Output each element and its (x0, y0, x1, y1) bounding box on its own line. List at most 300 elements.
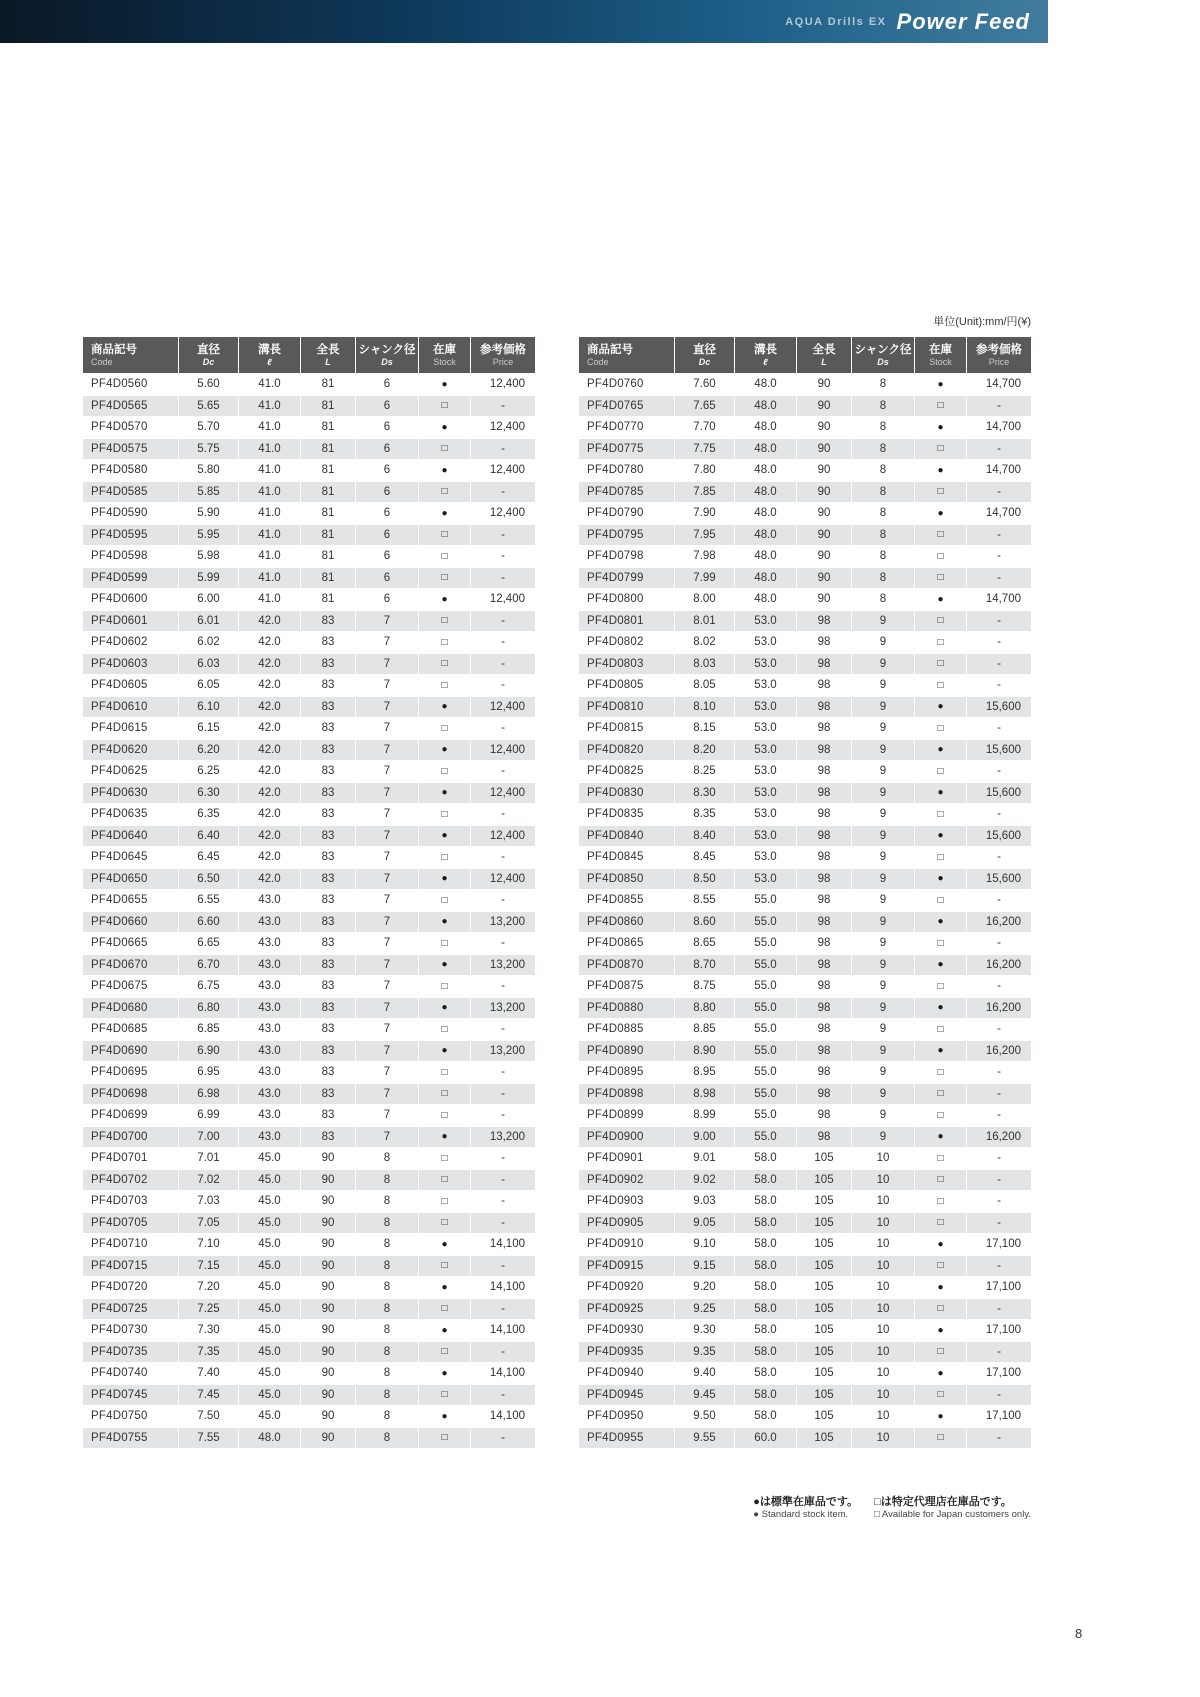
stock-cell: □ (915, 632, 967, 654)
code-cell: PF4D0795 (579, 524, 675, 546)
price-cell: 14,700 (967, 503, 1032, 525)
dc-cell: 9.02 (675, 1169, 735, 1191)
price-cell: - (967, 718, 1032, 740)
stock-cell: ● (419, 1406, 471, 1428)
stock-cell: ● (419, 1126, 471, 1148)
table-row (579, 1277, 1032, 1299)
stock-cell: ● (915, 374, 967, 396)
dc-cell: 5.95 (179, 524, 239, 546)
overall-length-cell: 98 (797, 653, 852, 675)
overall-length-cell: 90 (301, 1255, 356, 1277)
price-cell: - (967, 847, 1032, 869)
shank-dia-cell: 7 (356, 610, 419, 632)
price-cell: 16,200 (967, 997, 1032, 1019)
code-cell: PF4D0755 (83, 1427, 179, 1449)
table-row (83, 782, 536, 804)
price-cell: - (967, 610, 1032, 632)
flute-length-cell: 53.0 (735, 675, 797, 697)
code-cell: PF4D0603 (83, 653, 179, 675)
price-cell: - (967, 976, 1032, 998)
code-cell: PF4D0815 (579, 718, 675, 740)
stock-cell: □ (915, 610, 967, 632)
dc-cell: 8.35 (675, 804, 735, 826)
price-cell: 16,200 (967, 954, 1032, 976)
overall-length-cell: 90 (797, 503, 852, 525)
flute-length-cell: 48.0 (735, 546, 797, 568)
price-cell: - (967, 1148, 1032, 1170)
overall-length-cell: 83 (301, 718, 356, 740)
overall-length-cell: 83 (301, 1040, 356, 1062)
column-header-dc: 直径 Dc (179, 337, 239, 374)
code-cell: PF4D0799 (579, 567, 675, 589)
price-cell: 12,400 (471, 417, 536, 439)
flute-length-cell: 58.0 (735, 1148, 797, 1170)
price-cell: 17,100 (967, 1277, 1032, 1299)
shank-dia-cell: 6 (356, 460, 419, 482)
shank-dia-cell: 10 (852, 1234, 915, 1256)
price-cell: - (471, 438, 536, 460)
table-row (83, 804, 536, 826)
dc-cell: 7.35 (179, 1341, 239, 1363)
shank-dia-cell: 9 (852, 997, 915, 1019)
code-cell: PF4D0700 (83, 1126, 179, 1148)
dc-cell: 5.80 (179, 460, 239, 482)
column-header-dc: 直径 Dc (675, 337, 735, 374)
flute-length-cell: 58.0 (735, 1277, 797, 1299)
stock-cell: ● (419, 1277, 471, 1299)
code-cell: PF4D0580 (83, 460, 179, 482)
code-cell: PF4D0895 (579, 1062, 675, 1084)
dc-cell: 6.02 (179, 632, 239, 654)
table-row (83, 1277, 536, 1299)
overall-length-cell: 105 (797, 1427, 852, 1449)
flute-length-cell: 41.0 (239, 546, 301, 568)
table-row (83, 1212, 536, 1234)
price-cell: - (471, 1019, 536, 1041)
flute-length-cell: 42.0 (239, 653, 301, 675)
overall-length-cell: 98 (797, 1019, 852, 1041)
stock-cell: □ (915, 804, 967, 826)
code-cell: PF4D0875 (579, 976, 675, 998)
shank-dia-cell: 7 (356, 1126, 419, 1148)
shank-dia-cell: 10 (852, 1298, 915, 1320)
dc-cell: 5.98 (179, 546, 239, 568)
dc-cell: 9.01 (675, 1148, 735, 1170)
shank-dia-cell: 8 (356, 1427, 419, 1449)
price-cell: 12,400 (471, 739, 536, 761)
overall-length-cell: 81 (301, 395, 356, 417)
flute-length-cell: 53.0 (735, 825, 797, 847)
flute-length-cell: 55.0 (735, 911, 797, 933)
flute-length-cell: 41.0 (239, 589, 301, 611)
shank-dia-cell: 8 (852, 460, 915, 482)
code-cell: PF4D0800 (579, 589, 675, 611)
code-cell: PF4D0835 (579, 804, 675, 826)
code-cell: PF4D0690 (83, 1040, 179, 1062)
stock-cell: □ (419, 524, 471, 546)
dc-cell: 8.40 (675, 825, 735, 847)
code-cell: PF4D0610 (83, 696, 179, 718)
table-row (83, 911, 536, 933)
shank-dia-cell: 10 (852, 1427, 915, 1449)
price-cell: 17,100 (967, 1406, 1032, 1428)
table-row (579, 1040, 1032, 1062)
stock-cell: □ (915, 524, 967, 546)
dc-cell: 7.75 (675, 438, 735, 460)
table-row (579, 1384, 1032, 1406)
price-cell: - (967, 890, 1032, 912)
table-row (83, 997, 536, 1019)
code-cell: PF4D0770 (579, 417, 675, 439)
table-row (83, 1169, 536, 1191)
price-cell: 12,400 (471, 696, 536, 718)
price-cell: - (967, 524, 1032, 546)
code-cell: PF4D0565 (83, 395, 179, 417)
stock-cell: □ (915, 761, 967, 783)
code-cell: PF4D0615 (83, 718, 179, 740)
stock-cell: □ (915, 718, 967, 740)
flute-length-cell: 55.0 (735, 954, 797, 976)
dc-cell: 7.02 (179, 1169, 239, 1191)
flute-length-cell: 43.0 (239, 911, 301, 933)
shank-dia-cell: 7 (356, 675, 419, 697)
flute-length-cell: 43.0 (239, 1019, 301, 1041)
stock-cell: □ (915, 653, 967, 675)
dc-cell: 9.03 (675, 1191, 735, 1213)
shank-dia-cell: 9 (852, 1105, 915, 1127)
price-cell: 12,400 (471, 503, 536, 525)
table-row (83, 868, 536, 890)
overall-length-cell: 105 (797, 1363, 852, 1385)
stock-cell: ● (419, 696, 471, 718)
price-cell: - (967, 1019, 1032, 1041)
table-row (83, 395, 536, 417)
dc-cell: 7.85 (675, 481, 735, 503)
code-cell: PF4D0930 (579, 1320, 675, 1342)
price-cell: - (471, 804, 536, 826)
table-row (579, 417, 1032, 439)
overall-length-cell: 81 (301, 481, 356, 503)
overall-length-cell: 90 (301, 1191, 356, 1213)
overall-length-cell: 83 (301, 976, 356, 998)
stock-cell: □ (915, 1191, 967, 1213)
table-row (83, 460, 536, 482)
price-cell: - (967, 567, 1032, 589)
shank-dia-cell: 8 (356, 1255, 419, 1277)
stock-cell: ● (419, 589, 471, 611)
dc-cell: 9.35 (675, 1341, 735, 1363)
flute-length-cell: 48.0 (735, 438, 797, 460)
table-row (579, 718, 1032, 740)
dc-cell: 8.90 (675, 1040, 735, 1062)
price-cell: - (471, 610, 536, 632)
stock-cell: □ (419, 438, 471, 460)
shank-dia-cell: 7 (356, 997, 419, 1019)
overall-length-cell: 81 (301, 546, 356, 568)
table-row (579, 868, 1032, 890)
stock-cell: □ (915, 847, 967, 869)
shank-dia-cell: 8 (356, 1298, 419, 1320)
flute-length-cell: 45.0 (239, 1191, 301, 1213)
column-header-price: 参考価格 Price (471, 337, 536, 374)
shank-dia-cell: 6 (356, 546, 419, 568)
dc-cell: 6.25 (179, 761, 239, 783)
flute-length-cell: 41.0 (239, 438, 301, 460)
flute-length-cell: 45.0 (239, 1234, 301, 1256)
overall-length-cell: 90 (797, 546, 852, 568)
overall-length-cell: 90 (301, 1341, 356, 1363)
dc-cell: 8.00 (675, 589, 735, 611)
stock-cell: □ (419, 395, 471, 417)
price-cell: - (471, 395, 536, 417)
code-cell: PF4D0803 (579, 653, 675, 675)
flute-length-cell: 53.0 (735, 804, 797, 826)
overall-length-cell: 105 (797, 1384, 852, 1406)
unit-note: 単位(Unit):mm/円(¥) (933, 316, 1031, 328)
price-cell: 17,100 (967, 1363, 1032, 1385)
overall-length-cell: 83 (301, 696, 356, 718)
stock-cell: ● (915, 460, 967, 482)
overall-length-cell: 90 (301, 1363, 356, 1385)
overall-length-cell: 98 (797, 739, 852, 761)
dc-cell: 6.50 (179, 868, 239, 890)
dc-cell: 7.90 (675, 503, 735, 525)
flute-length-cell: 48.0 (735, 395, 797, 417)
stock-cell: □ (419, 933, 471, 955)
shank-dia-cell: 8 (852, 567, 915, 589)
table-row (579, 1212, 1032, 1234)
price-cell: 14,100 (471, 1234, 536, 1256)
legend-en: ● Standard stock item. (753, 1509, 849, 1520)
flute-length-cell: 53.0 (735, 718, 797, 740)
dc-cell: 8.95 (675, 1062, 735, 1084)
dc-cell: 8.50 (675, 868, 735, 890)
stock-cell: □ (419, 1212, 471, 1234)
overall-length-cell: 90 (301, 1212, 356, 1234)
dc-cell: 8.45 (675, 847, 735, 869)
stock-cell: ● (915, 503, 967, 525)
flute-length-cell: 43.0 (239, 1083, 301, 1105)
overall-length-cell: 98 (797, 911, 852, 933)
overall-length-cell: 90 (301, 1234, 356, 1256)
table-row (579, 1191, 1032, 1213)
price-cell: - (471, 1298, 536, 1320)
stock-cell: □ (419, 1427, 471, 1449)
price-cell: - (471, 847, 536, 869)
column-header-code: 商品記号 Code (83, 337, 179, 374)
code-cell: PF4D0870 (579, 954, 675, 976)
stock-cell: □ (915, 1148, 967, 1170)
overall-length-cell: 90 (797, 374, 852, 396)
table-row (83, 1234, 536, 1256)
table-row (83, 1105, 536, 1127)
table-row (579, 589, 1032, 611)
price-cell: - (471, 1083, 536, 1105)
stock-cell: □ (915, 890, 967, 912)
code-cell: PF4D0865 (579, 933, 675, 955)
flute-length-cell: 53.0 (735, 739, 797, 761)
shank-dia-cell: 7 (356, 976, 419, 998)
stock-cell: □ (419, 481, 471, 503)
table-row (83, 1384, 536, 1406)
page-number: 8 (1075, 1626, 1083, 1641)
code-cell: PF4D0825 (579, 761, 675, 783)
stock-cell: □ (419, 610, 471, 632)
shank-dia-cell: 7 (356, 911, 419, 933)
shank-dia-cell: 7 (356, 868, 419, 890)
dc-cell: 8.02 (675, 632, 735, 654)
code-cell: PF4D0598 (83, 546, 179, 568)
price-cell: - (471, 675, 536, 697)
table-row (579, 1234, 1032, 1256)
code-cell: PF4D0595 (83, 524, 179, 546)
stock-cell: □ (419, 1191, 471, 1213)
flute-length-cell: 58.0 (735, 1212, 797, 1234)
overall-length-cell: 105 (797, 1212, 852, 1234)
shank-dia-cell: 8 (356, 1320, 419, 1342)
dc-cell: 5.90 (179, 503, 239, 525)
code-cell: PF4D0650 (83, 868, 179, 890)
shank-dia-cell: 8 (852, 395, 915, 417)
flute-length-cell: 42.0 (239, 610, 301, 632)
dc-cell: 7.55 (179, 1427, 239, 1449)
flute-length-cell: 58.0 (735, 1320, 797, 1342)
flute-length-cell: 55.0 (735, 933, 797, 955)
table-row (83, 1019, 536, 1041)
table-row (579, 1083, 1032, 1105)
table-row (579, 567, 1032, 589)
code-cell: PF4D0735 (83, 1341, 179, 1363)
overall-length-cell: 83 (301, 1019, 356, 1041)
flute-length-cell: 42.0 (239, 761, 301, 783)
dc-cell: 8.60 (675, 911, 735, 933)
table-row (83, 933, 536, 955)
flute-length-cell: 48.0 (735, 417, 797, 439)
price-cell: 13,200 (471, 954, 536, 976)
stock-cell: ● (915, 1234, 967, 1256)
table-row (579, 1126, 1032, 1148)
stock-cell: □ (915, 1341, 967, 1363)
code-cell: PF4D0955 (579, 1427, 675, 1449)
flute-length-cell: 43.0 (239, 933, 301, 955)
overall-length-cell: 98 (797, 1083, 852, 1105)
code-cell: PF4D0855 (579, 890, 675, 912)
stock-cell: ● (419, 997, 471, 1019)
code-cell: PF4D0910 (579, 1234, 675, 1256)
overall-length-cell: 83 (301, 632, 356, 654)
overall-length-cell: 105 (797, 1406, 852, 1428)
flute-length-cell: 45.0 (239, 1406, 301, 1428)
overall-length-cell: 105 (797, 1298, 852, 1320)
legend-item (874, 1496, 1031, 1521)
dc-cell: 8.75 (675, 976, 735, 998)
dc-cell: 7.01 (179, 1148, 239, 1170)
stock-cell: □ (915, 1298, 967, 1320)
overall-length-cell: 83 (301, 761, 356, 783)
price-cell: 12,400 (471, 460, 536, 482)
overall-length-cell: 83 (301, 1126, 356, 1148)
flute-length-cell: 43.0 (239, 890, 301, 912)
table-row (579, 1298, 1032, 1320)
price-cell: - (967, 438, 1032, 460)
overall-length-cell: 98 (797, 696, 852, 718)
code-cell: PF4D0899 (579, 1105, 675, 1127)
dc-cell: 8.65 (675, 933, 735, 955)
stock-cell: □ (915, 1427, 967, 1449)
stock-cell: □ (915, 1212, 967, 1234)
shank-dia-cell: 7 (356, 632, 419, 654)
stock-cell: □ (419, 546, 471, 568)
shank-dia-cell: 8 (356, 1406, 419, 1428)
stock-cell: ● (419, 460, 471, 482)
table-row (579, 696, 1032, 718)
code-cell: PF4D0705 (83, 1212, 179, 1234)
dc-cell: 6.00 (179, 589, 239, 611)
price-cell: - (967, 1298, 1032, 1320)
table-row (83, 1427, 536, 1449)
table-row (579, 524, 1032, 546)
overall-length-cell: 90 (301, 1277, 356, 1299)
overall-length-cell: 98 (797, 1062, 852, 1084)
code-cell: PF4D0630 (83, 782, 179, 804)
code-cell: PF4D0801 (579, 610, 675, 632)
flute-length-cell: 41.0 (239, 524, 301, 546)
flute-length-cell: 53.0 (735, 868, 797, 890)
code-cell: PF4D0560 (83, 374, 179, 396)
overall-length-cell: 90 (797, 567, 852, 589)
price-cell: - (471, 1191, 536, 1213)
overall-length-cell: 83 (301, 868, 356, 890)
overall-length-cell: 90 (301, 1148, 356, 1170)
column-header-l: 全長 L (797, 337, 852, 374)
code-cell: PF4D0725 (83, 1298, 179, 1320)
code-cell: PF4D0625 (83, 761, 179, 783)
stock-cell: □ (419, 675, 471, 697)
overall-length-cell: 81 (301, 374, 356, 396)
stock-cell: □ (419, 1148, 471, 1170)
price-cell: - (471, 1427, 536, 1449)
stock-cell: ● (915, 1363, 967, 1385)
dc-cell: 5.65 (179, 395, 239, 417)
code-cell: PF4D0845 (579, 847, 675, 869)
stock-cell: ● (915, 954, 967, 976)
product-title: Power Feed (896, 8, 1030, 34)
code-cell: PF4D0745 (83, 1384, 179, 1406)
shank-dia-cell: 9 (852, 1062, 915, 1084)
stock-cell: □ (419, 1255, 471, 1277)
shank-dia-cell: 8 (356, 1234, 419, 1256)
shank-dia-cell: 9 (852, 739, 915, 761)
dc-cell: 6.01 (179, 610, 239, 632)
table-row (83, 825, 536, 847)
shank-dia-cell: 7 (356, 782, 419, 804)
table-row (83, 1298, 536, 1320)
code-cell: PF4D0785 (579, 481, 675, 503)
shank-dia-cell: 8 (356, 1277, 419, 1299)
flute-length-cell: 55.0 (735, 1126, 797, 1148)
shank-dia-cell: 7 (356, 1019, 419, 1041)
price-cell: - (967, 395, 1032, 417)
price-cell: - (967, 1169, 1032, 1191)
shank-dia-cell: 9 (852, 610, 915, 632)
flute-length-cell: 41.0 (239, 567, 301, 589)
shank-dia-cell: 7 (356, 933, 419, 955)
overall-length-cell: 90 (301, 1298, 356, 1320)
price-cell: - (471, 1062, 536, 1084)
stock-cell: □ (419, 632, 471, 654)
stock-cell: ● (419, 1320, 471, 1342)
dc-cell: 7.40 (179, 1363, 239, 1385)
